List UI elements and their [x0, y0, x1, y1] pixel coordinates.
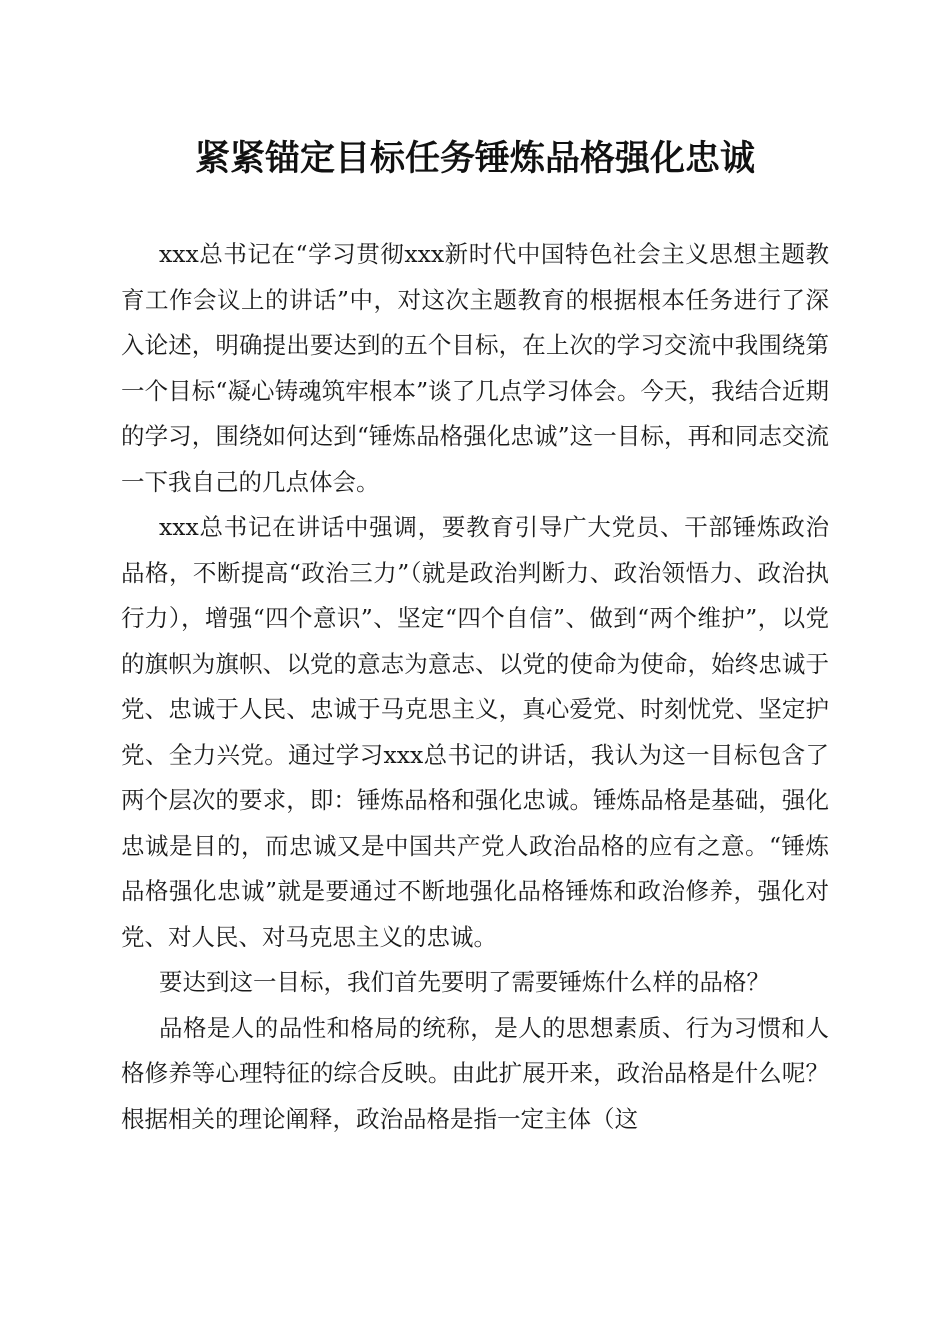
paragraph-1: xxx总书记在“学习贯彻xxx新时代中国特色社会主义思想主题教育工作会议上的讲话”中，对这次主题教育的根据根本任务进行了深入论述，明确提出要达到的五个目标，在上次的学习交流中我围绕第一个目标“凝心铸魂筑牢根本”谈了几点学习体会。今天，我结合近期的学习，围绕如何达到“锤炼品格强化忠诚”这一目标，再和同志交流一下我自己的几点体会。 — [121, 240, 829, 496]
paragraph-3: 要达到这一目标，我们首先要明了需要锤炼什么样的品格？ — [159, 968, 770, 996]
paragraph-4: 品格是人的品性和格局的统称，是人的思想素质、行为习惯和人格修养等心理特征的综合反映。由此扩展开来，政治品格是什么呢？根据相关的理论阐释，政治品格是指一定主体（这 — [121, 1013, 829, 1133]
document-title: 紧紧锚定目标任务锤炼品格强化忠诚 — [194, 138, 755, 179]
paragraph-2: xxx总书记在讲话中强调，要教育引导广大党员、干部锤炼政治品格，不断提高“政治三力”（就是政治判断力、政治领悟力、政治执行力），增强“四个意识”、坚定“四个自信”、做到“两个维护”，以党的旗帜为旗帜、以党的意志为意志、以党的使命为使命，始终忠诚于党、忠诚于人民、忠诚于马克思主义，真心爱党、时刻忧党、坚定护党、全力兴党。通过学习xxx总书记的讲话，我认为这一目标包含了两个层次的要求，即：锤炼品格和强化忠诚。锤炼品格是基础，强化忠诚是目的，而忠诚又是中国共产党人政治品格的应有之意。“锤炼品格强化忠诚”就是要通过不断地强化品格锤炼和政治修养，强化对党、对人民、对马克思主义的忠诚。 — [121, 513, 829, 951]
document-body — [121, 232, 829, 1142]
